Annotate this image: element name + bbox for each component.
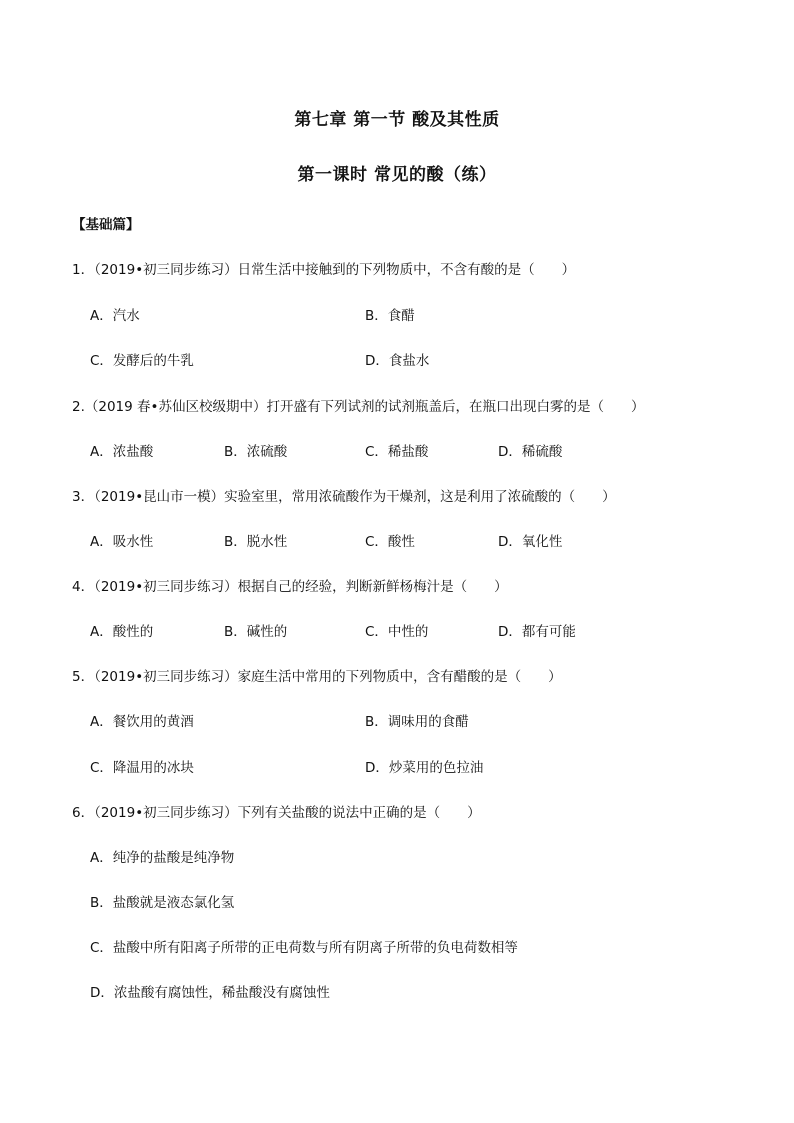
question-5-option-a: A．餐饮用的黄酒: [90, 714, 194, 730]
question-1-option-b: B．食醋: [365, 308, 415, 324]
question-6-option-c: C．盐酸中所有阳离子所带的正电荷数与所有阴离子所带的负电荷数相等: [90, 940, 518, 956]
lesson-title: 第一课时 常见的酸（练）: [297, 165, 497, 185]
chapter-title: 第七章 第一节 酸及其性质: [294, 110, 500, 130]
section-label: 【基础篇】: [72, 217, 140, 233]
question-3-option-c: C．酸性: [365, 534, 415, 550]
question-1-option-c: C．发酵后的牛乳: [90, 353, 194, 369]
question-4-option-a: A．酸性的: [90, 624, 154, 640]
question-5-option-b: B．调味用的食醋: [365, 714, 469, 730]
question-3-option-b: B．脱水性: [224, 534, 288, 550]
question-1-stem: 1．（2019•初三同步练习）日常生活中接触到的下列物质中，不含有酸的是（ ）: [72, 262, 576, 278]
question-3-option-a: A．吸水性: [90, 534, 154, 550]
question-6-option-a: A．纯净的盐酸是纯净物: [90, 850, 235, 866]
question-3-option-d: D．氧化性: [498, 534, 563, 550]
question-5-option-d: D．炒菜用的色拉油: [365, 760, 484, 776]
question-6-option-b: B．盐酸就是液态氯化氢: [90, 895, 235, 911]
question-6-option-d: D．浓盐酸有腐蚀性，稀盐酸没有腐蚀性: [90, 985, 330, 1001]
question-1-option-d: D．食盐水: [365, 353, 430, 369]
question-3-stem: 3．（2019•昆山市一模）实验室里，常用浓硫酸作为干燥剂，这是利用了浓硫酸的（ ）: [72, 489, 616, 505]
question-6-stem: 6．（2019•初三同步练习）下列有关盐酸的说法中正确的是（ ）: [72, 805, 481, 821]
question-1-option-a: A．汽水: [90, 308, 140, 324]
question-2-stem: 2.（2019 春•苏仙区校级期中）打开盛有下列试剂的试剂瓶盖后，在瓶口出现白雾的是（ ）: [72, 399, 645, 415]
question-5-stem: 5．（2019•初三同步练习）家庭生活中常用的下列物质中，含有醋酸的是（ ）: [72, 669, 562, 685]
question-4-option-d: D．都有可能: [498, 624, 576, 640]
question-2-option-a: A．浓盐酸: [90, 444, 154, 460]
question-5-option-c: C．降温用的冰块: [90, 760, 194, 776]
question-4-option-c: C．中性的: [365, 624, 429, 640]
question-2-option-c: C．稀盐酸: [365, 444, 429, 460]
question-4-stem: 4．（2019•初三同步练习）根据自己的经验，判断新鲜杨梅汁是（ ）: [72, 579, 508, 595]
question-2-option-b: B．浓硫酸: [224, 444, 288, 460]
question-2-option-d: D．稀硫酸: [498, 444, 563, 460]
question-4-option-b: B．碱性的: [224, 624, 288, 640]
